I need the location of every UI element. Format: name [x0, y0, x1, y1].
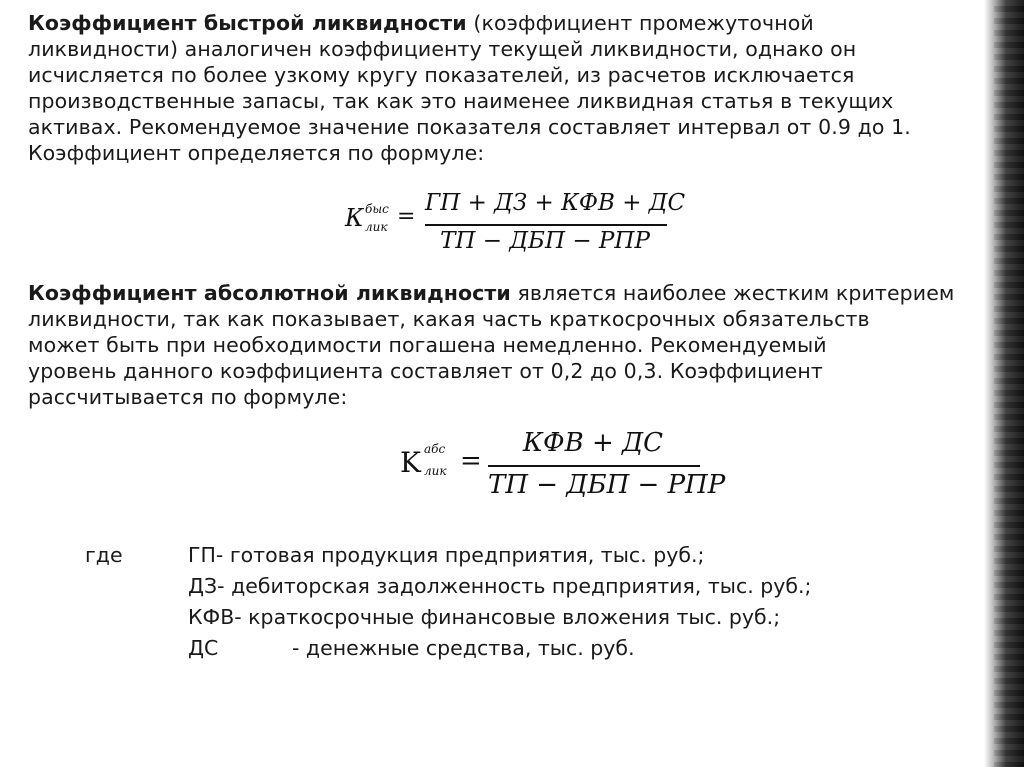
formula-equals: = — [397, 204, 416, 229]
definition-abbr: ДС — [188, 636, 219, 660]
definition-item — [188, 571, 811, 602]
paragraph-line: Коэффициент определяется по формуле: — [28, 141, 485, 165]
term-absolute-ratio: Коэффициент абсолютной ликвидности — [28, 281, 511, 305]
formula-symbol: K — [400, 446, 421, 479]
definition-abbr: ДЗ — [188, 574, 218, 598]
paragraph-line: рассчитывается по формуле: — [28, 385, 348, 409]
paragraph-absolute-ratio — [28, 280, 978, 410]
paragraph-line — [28, 280, 978, 306]
formula-quick-ratio — [345, 190, 686, 260]
definition-text: - краткосрочные финансовые вложения тыс. руб.; — [234, 605, 781, 629]
fraction-bar — [488, 465, 700, 467]
definition-item — [188, 602, 780, 633]
formula-denominator: ТП − ДБП − РПР — [440, 228, 650, 254]
term-quick-ratio: Коэффициент быстрой ликвидности — [28, 11, 467, 35]
paragraph-line — [28, 10, 978, 36]
definition-abbr: ГП — [188, 543, 216, 567]
formula-subscript: лик — [424, 464, 447, 478]
formula-numerator: ГП + ДЗ + КФВ + ДС — [425, 190, 686, 216]
formula-absolute-ratio — [400, 428, 726, 506]
definition-item — [188, 633, 635, 664]
fraction-bar — [425, 224, 667, 226]
formula-superscript: абс — [424, 442, 446, 456]
formula-superscript: быс — [365, 202, 389, 216]
paragraph-line: активах. Рекомендуемое значение показателя составляет интервал от 0.9 до 1. — [28, 115, 911, 139]
formula-equals: = — [460, 446, 482, 476]
paragraph-quick-ratio — [28, 10, 978, 166]
decorative-edge-texture — [994, 0, 1024, 767]
definition-text: - готовая продукция предприятия, тыс. руб.; — [215, 543, 705, 567]
paragraph-line: уровень данного коэффициента составляет от 0,2 до 0,3. Коэффициент — [28, 359, 823, 383]
paragraph-line: ликвидности, так как показывает, какая часть краткосрочных обязательств — [28, 307, 870, 331]
paragraph-line-rest: является наиболее жестким критерием — [510, 281, 955, 305]
paragraph-line: ликвидности) аналогичен коэффициенту текущей ликвидности, однако он — [28, 37, 857, 61]
definition-text: - дебиторская задолженность предприятия, тыс. руб.; — [217, 574, 812, 598]
definition-text: - денежные средства, тыс. руб. — [292, 636, 635, 660]
definition-item — [188, 540, 704, 571]
paragraph-line: может быть при необходимости погашена немедленно. Рекомендуемый — [28, 333, 827, 357]
paragraph-line: производственные запасы, так как это наименее ликвидная статья в текущих — [28, 89, 894, 113]
paragraph-line: исчисляется по более узкому кругу показателей, из расчетов исключается — [28, 63, 855, 87]
definition-abbr: КФВ — [188, 605, 235, 629]
formula-subscript: лик — [365, 220, 388, 234]
formula-numerator: КФВ + ДС — [522, 428, 664, 458]
paragraph-line-rest: (коэффициент промежуточной — [466, 11, 814, 35]
formula-denominator: ТП − ДБП − РПР — [488, 470, 726, 500]
where-label: где — [85, 543, 123, 567]
formula-symbol: К — [345, 204, 364, 232]
